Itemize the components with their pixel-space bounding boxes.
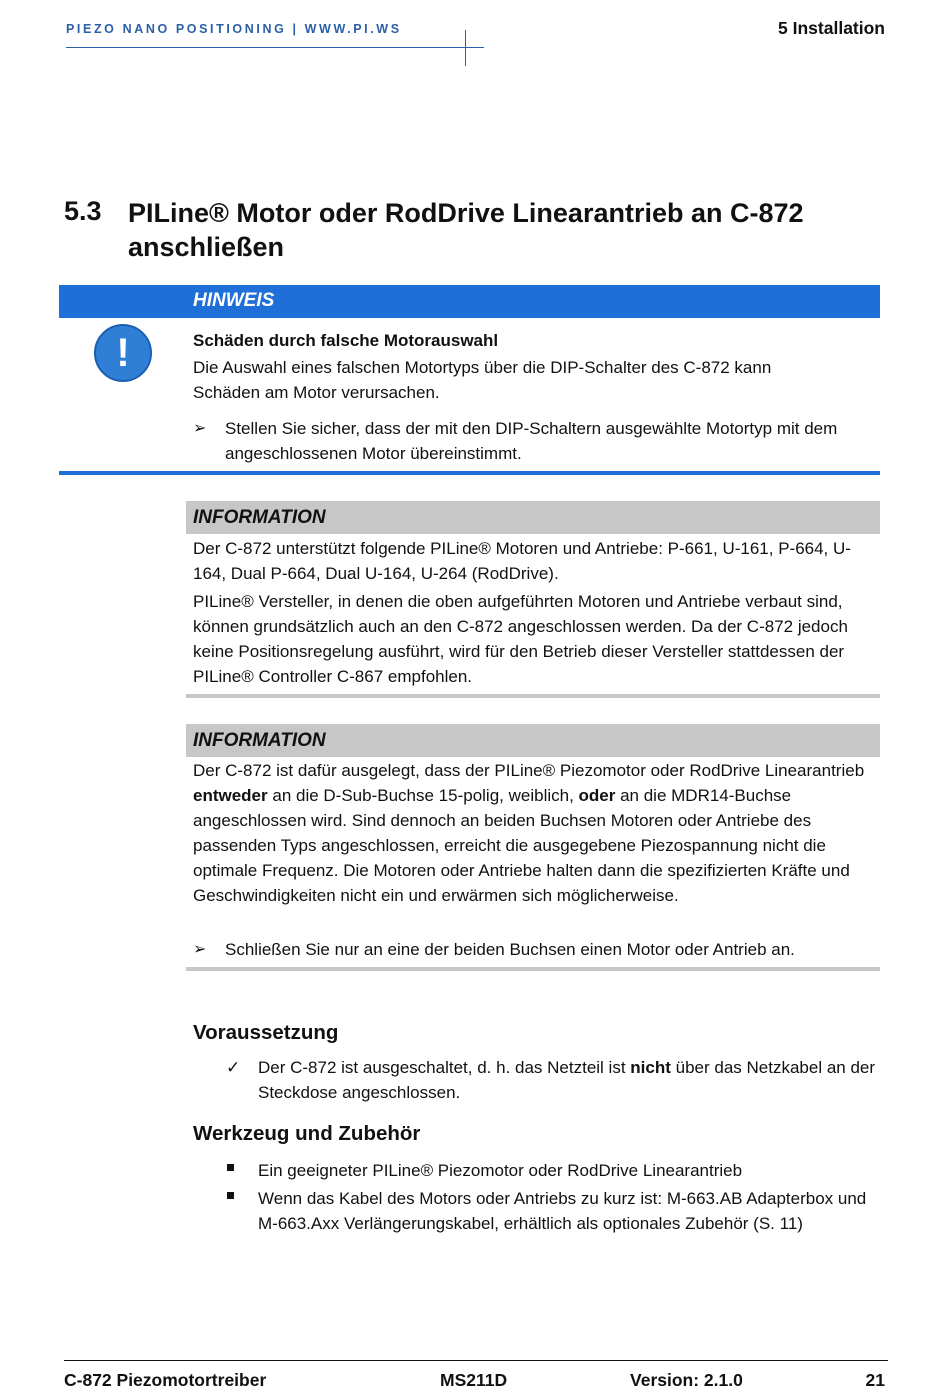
- hinweis-bar: [59, 285, 880, 318]
- hinweis-bullet: Stellen Sie sicher, dass der mit den DIP-Schaltern ausgewählte Motortyp mit dem angeschlossenen Motor übereinstimmt.: [225, 419, 838, 463]
- voraussetzung-text-c: über das Netzkabel an der Steckdose angeschlossen.: [258, 1058, 876, 1102]
- voraussetzung-item: [258, 1055, 893, 1105]
- hinweis-bottom-rule: [59, 471, 880, 475]
- info2-text-e: an die MDR14-Buchse angeschlossen wird. Sind dennoch an beiden Buchsen Motoren oder Antriebe des passenden Typs angeschlossen, erreicht die ausgegebene Piezospannung nicht die optimale Frequenz. Die Motoren oder Antriebe halten dann die spezifizierten Kräfte und Geschwindigkeiten nicht ein und erwärmen sich möglicherweise.: [193, 786, 850, 905]
- info2-text-c: an die D-Sub-Buchse 15-polig, weiblich,: [267, 786, 579, 805]
- square-bullet-icon: [227, 1192, 234, 1199]
- arrow-bullet-icon: ➢: [193, 420, 207, 437]
- crosshair-mark: [465, 30, 466, 66]
- info-bottom-rule-1: [186, 694, 880, 698]
- checkmark-icon: ✓: [226, 1058, 241, 1077]
- info-label-2: INFORMATION: [193, 730, 326, 751]
- arrow-bullet-icon: ➢: [193, 941, 207, 958]
- info1-paragraph-2: PILine® Versteller, in denen die oben aufgeführten Motoren und Antriebe verbaut sind, können grundsätzlich auch an den C-872 angeschlossen werden. Da der C-872 jedoch keine Positionsregelung ausführt, wird für den Betrieb dieser Versteller stattdessen der PILine® Controller C-867 empfohlen.: [193, 592, 848, 686]
- info2-text-oder: oder: [578, 786, 616, 805]
- crosshair-mark-horizontal: [448, 47, 484, 48]
- footer-product: C-872 Piezomotortreiber: [64, 1370, 267, 1390]
- brand-rule: [66, 47, 464, 48]
- hinweis-label: HINWEIS: [193, 290, 275, 311]
- square-bullet-icon: [227, 1164, 234, 1171]
- werkzeug-item-1: Ein geeigneter PILine® Piezomotor oder RodDrive Linearantrieb: [258, 1161, 743, 1180]
- section-title: PILine® Motor oder RodDrive Linearantrieb an C-872 anschließen: [128, 198, 804, 262]
- info2-paragraph: [193, 758, 875, 908]
- info2-text-entweder: entweder: [193, 786, 268, 805]
- hinweis-heading: Schäden durch falsche Motorauswahl: [193, 331, 499, 350]
- brand-logo-text: PIEZO NANO POSITIONING | WWW.PI.WS: [66, 22, 402, 36]
- voraussetzung-heading: Voraussetzung: [193, 1021, 339, 1044]
- werkzeug-item-2: Wenn das Kabel des Motors oder Antriebs zu kurz ist: M-663.AB Adapterbox und M-663.Axx Verlängerungskabel, erhältlich als optionales Zubehör (S. 11): [258, 1189, 867, 1233]
- info1-paragraph-1: Der C-872 unterstützt folgende PILine® Motoren und Antriebe: P-661, U-161, P-664, U-164, Dual P-664, Dual U-164, U-264 (RodDrive).: [193, 539, 851, 583]
- info-bottom-rule-2: [186, 967, 880, 971]
- hinweis-text: Die Auswahl eines falschen Motortyps über die DIP-Schalter des C-872 kann Schäden am Motor verursachen.: [193, 358, 772, 402]
- section-number: 5.3: [64, 196, 102, 226]
- info2-bullet: Schließen Sie nur an eine der beiden Buchsen einen Motor oder Antrieb an.: [225, 940, 795, 959]
- footer-version: Version: 2.1.0: [630, 1370, 743, 1390]
- footer-rule: [64, 1360, 888, 1361]
- voraussetzung-text-a: Der C-872 ist ausgeschaltet, d. h. das Netzteil ist: [258, 1058, 631, 1077]
- exclamation-icon: !: [94, 324, 152, 382]
- voraussetzung-text-nicht: nicht: [630, 1058, 671, 1077]
- footer-page-number: 21: [865, 1370, 885, 1390]
- info-label-1: INFORMATION: [193, 507, 326, 528]
- info2-text-a: Der C-872 ist dafür ausgelegt, dass der PILine® Piezomotor oder RodDrive Linearantrieb: [193, 761, 865, 780]
- footer-doc-number: MS211D: [440, 1370, 508, 1390]
- werkzeug-heading: Werkzeug und Zubehör: [193, 1122, 421, 1145]
- chapter-title: 5 Installation: [778, 18, 885, 38]
